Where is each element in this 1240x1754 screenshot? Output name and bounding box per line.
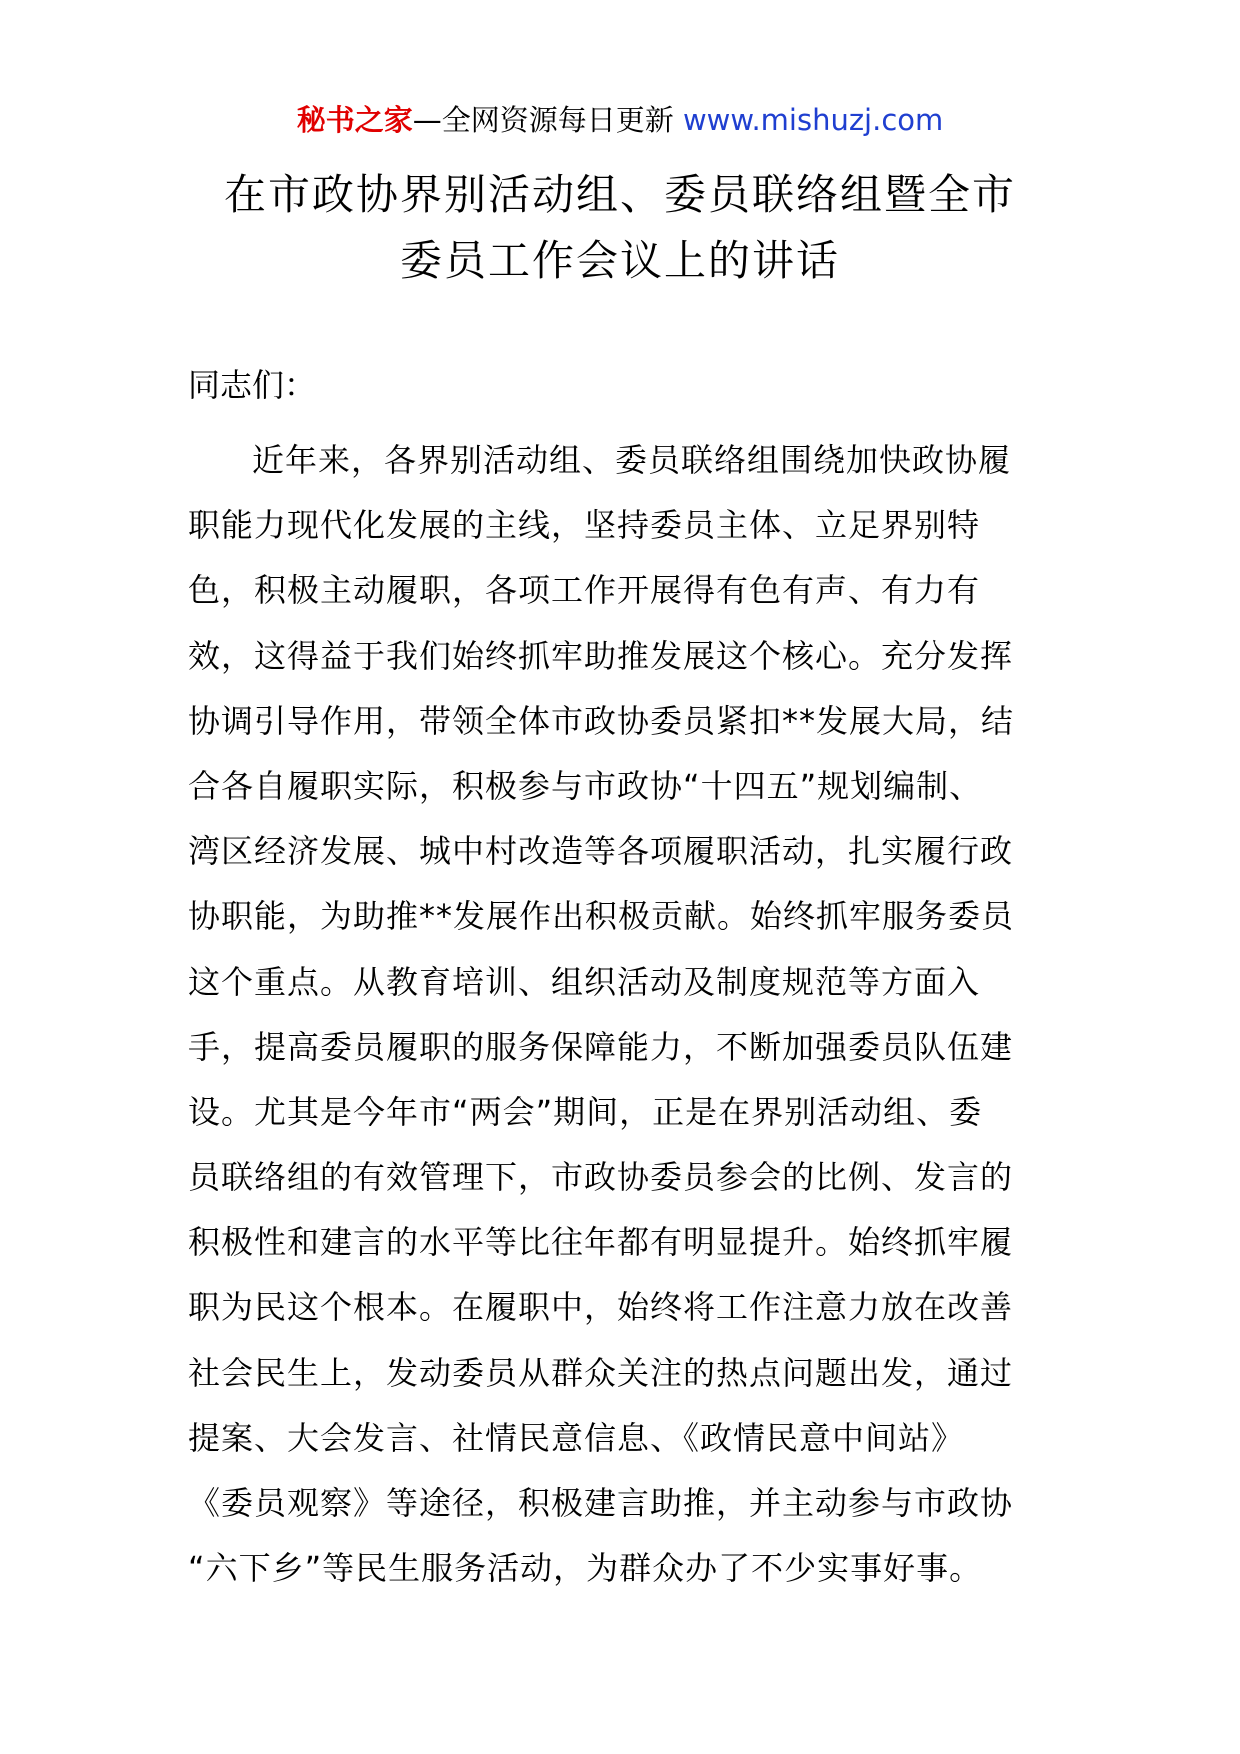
paragraph-line: 员联络组的有效管理下，市政协委员参会的比例、发言的 bbox=[188, 1158, 1014, 1197]
title-line-1: 在市政协界别活动组、委员联络组暨全市 bbox=[223, 170, 1016, 219]
paragraph-line: 职能力现代化发展的主线，坚持委员主体、立足界别特 bbox=[188, 506, 981, 545]
paragraph-line: 这个重点。从教育培训、组织活动及制度规范等方面入 bbox=[188, 962, 981, 1001]
paragraph-line: 手，提高委员履职的服务保障能力，不断加强委员队伍建 bbox=[188, 1027, 1014, 1066]
paragraph-line: 近年来，各界别活动组、委员联络组围绕加快政协履 bbox=[252, 441, 1012, 479]
paragraph-line: 《委员观察》等途径，积极建言助推，并主动参与市政协 bbox=[188, 1484, 1014, 1522]
paragraph-line: 合各自履职实际，积极参与市政协“十四五”规划编制、 bbox=[188, 766, 983, 805]
paragraph-line: 色，积极主动履职，各项工作开展得有色有声、有力有 bbox=[188, 571, 981, 610]
paragraph-line: 协职能，为助推**发展作出积极贡献。始终抓牢服务委员 bbox=[188, 897, 1015, 936]
document-title bbox=[190, 162, 1050, 294]
brand-name: 秘书之家 bbox=[296, 103, 413, 137]
salutation: 同志们： bbox=[188, 366, 317, 404]
body-paragraph bbox=[188, 428, 1058, 1601]
paragraph-line: 效，这得益于我们始终抓牢助推发展这个核心。充分发挥 bbox=[188, 636, 1014, 675]
paragraph-line: 设。尤其是今年市“两会”期间，正是在界别活动组、委 bbox=[188, 1092, 983, 1131]
header-tagline: —全网资源每日更新 bbox=[412, 103, 683, 137]
site-url-link[interactable]: www.mishuzj.com bbox=[682, 103, 944, 137]
paragraph-line: 提案、大会发言、社情民意信息、《政情民意中间站》 bbox=[188, 1418, 965, 1457]
paragraph-line: 湾区经济发展、城中村改造等各项履职活动，扎实履行政 bbox=[188, 832, 1014, 871]
paragraph-line: “六下乡”等民生服务活动，为群众办了不少实事好事。 bbox=[188, 1549, 983, 1588]
paragraph-line: 积极性和建言的水平等比往年都有明显提升。始终抓牢履 bbox=[188, 1223, 1014, 1262]
paragraph-line: 社会民生上，发动委员从群众关注的热点问题出发，通过 bbox=[188, 1353, 1014, 1392]
paragraph-line: 职为民这个根本。在履职中，始终将工作注意力放在改善 bbox=[188, 1288, 1014, 1327]
paragraph-line: 协调引导作用，带领全体市政协委员紧扣**发展大局，结 bbox=[188, 701, 1015, 740]
site-header bbox=[0, 100, 1240, 140]
title-line-2: 委员工作会议上的讲话 bbox=[399, 236, 840, 285]
